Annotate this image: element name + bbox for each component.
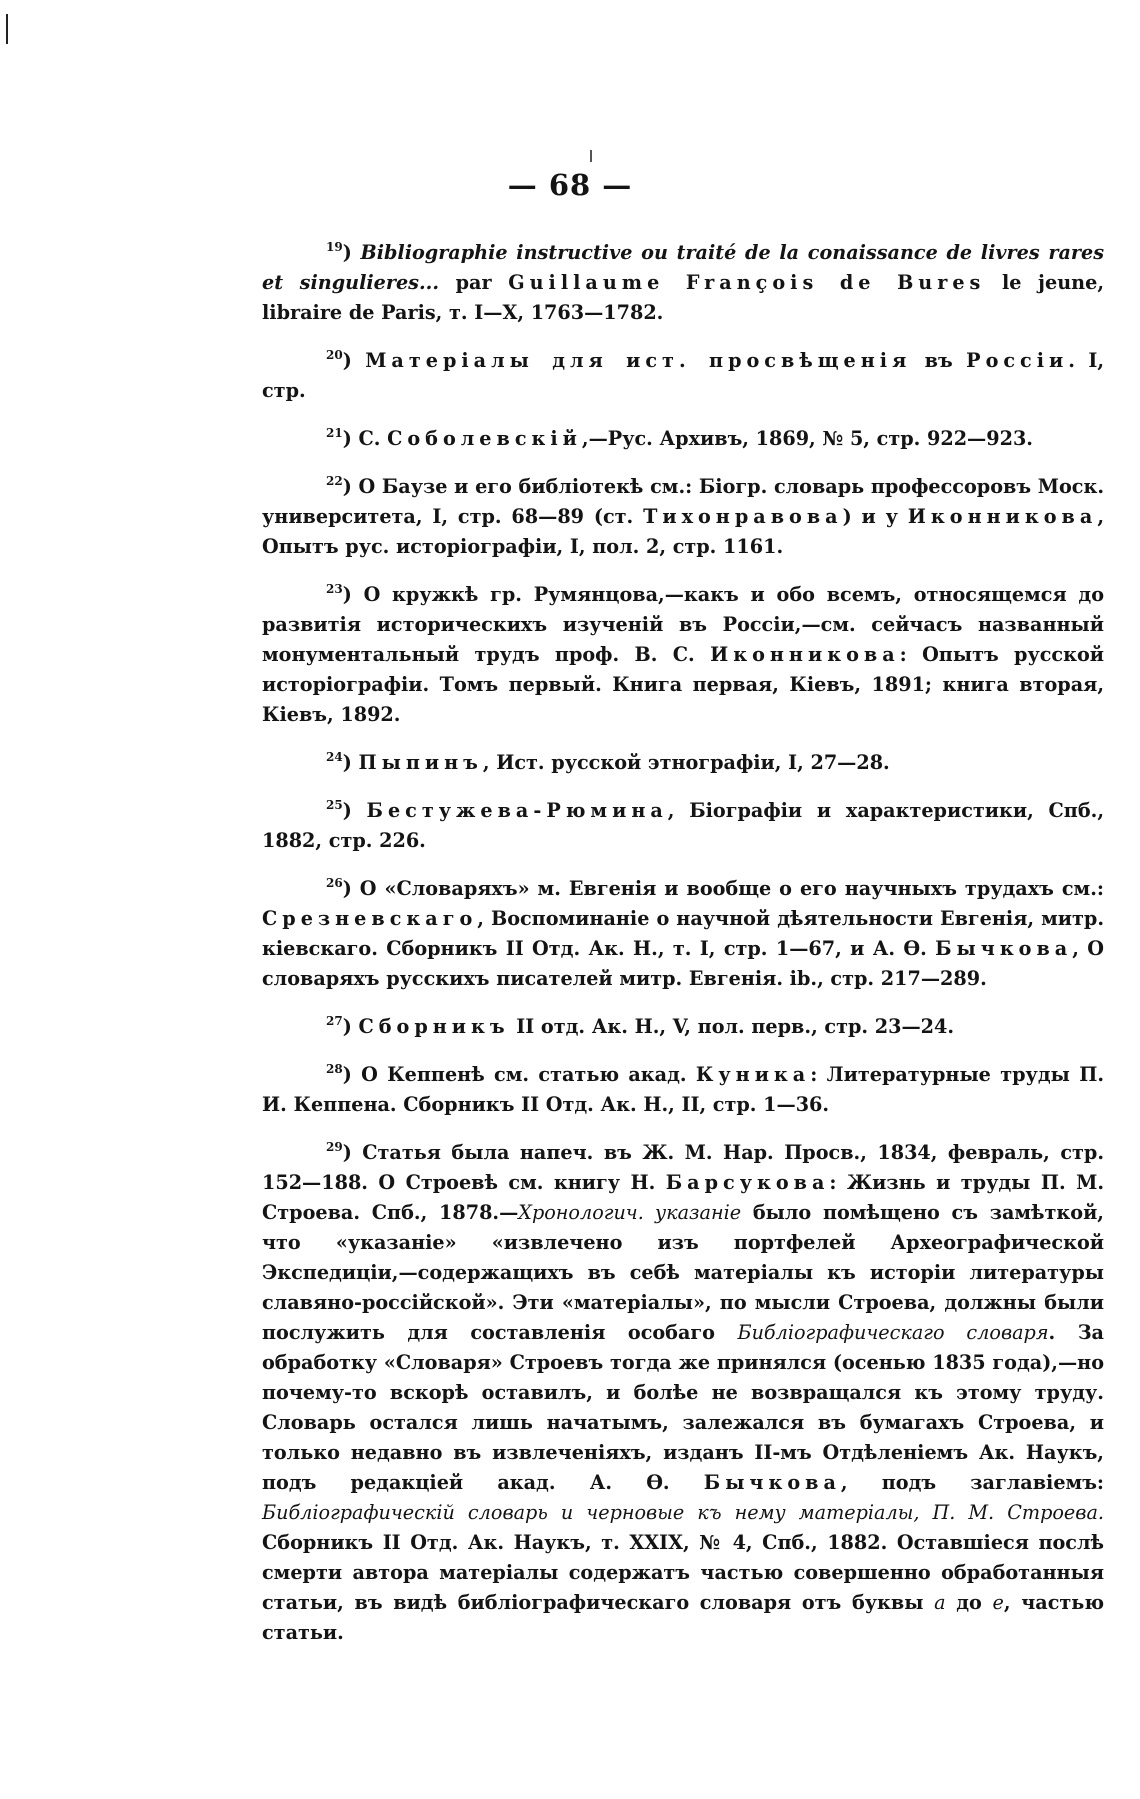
footnote-run: , Воспоминаніе о научной дѣятельности Евгенія, митр. кіевскаго. Сборникъ II Отд. Ак. Н., т. I, стр. 1—67, и А. Ѳ. xyxy=(262,907,1104,960)
footnote-run: , Ист. русской этнографіи, I, 27—28. xyxy=(482,751,890,774)
footnote-text xyxy=(262,475,1104,558)
footnote-run: . I, стр. xyxy=(262,349,1104,402)
footnote-run: : Жизнь и труды П. М. Строева. Спб., 1878.— xyxy=(262,1171,1105,1224)
footnote-run: Bibliographie instructive ou traité de la conaissance de livres rares et singulieres... xyxy=(262,241,1104,294)
footnote-run: Библіографическаго словаря xyxy=(737,1321,1049,1344)
footnote-run: : Литературные труды П. И. Кеппена. Сборникъ II Отд. Ак. Н., II, стр. 1—36. xyxy=(262,1063,1104,1116)
footnote-run: О Кеппенѣ см. статью акад. xyxy=(361,1063,696,1086)
footnote-run: было помѣщено съ замѣткой, что «указаніе» «извлечено изъ портфелей Археографической Экспедиціи,—содержащихъ въ себѣ матеріалы къ исторіи литературы славяно-россійской». Эти «матеріалы», по мысли Строева, должны были послужить для составленія особаго xyxy=(262,1201,1104,1344)
footnote-text xyxy=(262,583,1104,726)
footnote-run: Иконникова xyxy=(710,643,900,666)
footnote-run: , Біографіи и характеристики, Спб., 1882, стр. 226. xyxy=(262,799,1104,852)
footnote-run: въ xyxy=(911,349,967,372)
footnote: $^{29}$) Статья была напеч. въ Ж. М. Нар. Просв., 1834, февраль, стр. 152—188. О Строевѣ см. книгу Н. Барсукова: Жизнь и труды П. М. Строева. Спб., 1878.—Хронологич. указаніе было помѣщено съ замѣткой, что «указаніе» «извлечено изъ портфелей Археографической Экспедиціи,—содержащихъ въ себѣ матеріалы къ исторіи литературы славяно-россійской». Эти «матеріалы», по мысли Строева, должны были послужить для составленія особаго Библіографическаго словаря. За обработку «Словаря» Строевъ тогда же принялся (осенью 1835 года),—но почему-то вскорѣ оставилъ, и болѣе не возвращался къ этому труду. Словарь остался лишь начатымъ, залежался въ бумагахъ Строева, и только недавно въ извлеченіяхъ, изданъ II-мъ Отдѣленіемъ Ак. Наукъ, подъ редакціей акад. А. Ѳ. Бычкова, подъ заглавіемъ: Библіографическій словарь и черновые къ нему матеріалы, П. М. Строева. Сборникъ II Отд. Ак. Наукъ, т. XXIX, № 4, Спб., 1882. Оставшіеся послѣ смерти автора матеріалы содержатъ частью совершенно обработанныя статьи, въ видѣ библіографическаго словаря отъ буквы а до е, частью статьи. xyxy=(262,1140,1105,1644)
footnote-run: , Опытъ рус. исторіографіи, I, пол. 2, стр. 1161. xyxy=(262,505,1104,558)
footnote-run: : Опытъ русской исторіографіи. Томъ первый. Книга первая, Кіевъ, 1891; книга вторая, Кіевъ, 1892. xyxy=(262,643,1105,726)
footnote-run: до xyxy=(945,1591,993,1614)
footnote-run: О Баузе и его библіотекѣ см.: Біогр. словарь профессоровъ Моск. университета, I, стр. 68—89 (ст. xyxy=(262,475,1104,528)
footnote-text xyxy=(262,349,1104,402)
footnote-run: , О словаряхъ русскихъ писателей митр. Евгенія. ib., стр. 217—289. xyxy=(262,937,1104,990)
footnote-mark: 23 xyxy=(326,582,343,596)
footnote-text xyxy=(358,427,1033,450)
footnote-run: е xyxy=(992,1591,1004,1614)
footnote-run: Иконникова xyxy=(907,505,1098,528)
footnote-run: Статья была напеч. въ Ж. М. Нар. Просв., 1834, февраль, стр. 152—188. О Строевѣ см. книгу Н. xyxy=(262,1141,1104,1194)
footnote-run: Сборникъ xyxy=(358,1015,510,1038)
footnote-text xyxy=(262,1141,1104,1644)
footnote-text xyxy=(262,241,1104,324)
footnote: $^{22}$) О Баузе и его библіотекѣ см.: Біогр. словарь профессоровъ Моск. университета, I, стр. 68—89 (ст. Тихонравова) и у Иконникова, Опытъ рус. исторіографіи, I, пол. 2, стр. 1161. xyxy=(262,474,1104,558)
footnote-run: , частью статьи. xyxy=(262,1591,1104,1644)
print-mark xyxy=(590,150,592,162)
footnote-mark: 28 xyxy=(326,1062,343,1076)
footnote-run: С. xyxy=(358,427,388,450)
footnote-mark: 19 xyxy=(326,240,343,254)
footnote-run: ) и у xyxy=(842,505,908,528)
footnotes-block xyxy=(262,238,1104,1666)
footnote-run: Бестужева-Рюмина xyxy=(366,799,668,822)
footnote-run: Бычкова xyxy=(703,1471,841,1494)
footnote-mark: 29 xyxy=(326,1140,343,1154)
footnote-mark: 22 xyxy=(326,474,343,488)
footnote-mark: 20 xyxy=(326,348,343,362)
footnote-mark: 24 xyxy=(326,750,343,764)
footnote-run: Хронологич. указаніе xyxy=(518,1201,742,1224)
footnote-run: Библіографическій словарь и черновые къ нему матеріалы, П. М. Строева. xyxy=(262,1501,1104,1524)
footnote-run: Пыпинъ xyxy=(358,751,483,774)
footnote-run: Куника xyxy=(695,1063,811,1086)
footnote-run: Срезневскаго xyxy=(262,907,478,930)
footnote: $^{26}$) О «Словаряхъ» м. Евгенія и вообще о его научныхъ трудахъ см.: Срезневскаго, Воспоминаніе о научной дѣятельности Евгенія, митр. кіевскаго. Сборникъ II Отд. Ак. Н., т. I, стр. 1—67, и А. Ѳ. Бычкова, О словаряхъ русскихъ писателей митр. Евгенія. ib., стр. 217—289. xyxy=(262,876,1104,990)
footnote-run: Тихонравова xyxy=(643,505,843,528)
footnote: $^{27}$) Сборникъ II отд. Ак. Н., V, пол. перв., стр. 23—24. xyxy=(326,1014,955,1038)
footnote-run: , подъ заглавіемъ: xyxy=(840,1471,1104,1494)
footnote: $^{28}$) О Кеппенѣ см. статью акад. Куника: Литературные труды П. И. Кеппена. Сборникъ II Отд. Ак. Н., II, стр. 1—36. xyxy=(262,1062,1104,1116)
footnote-run: а xyxy=(934,1591,946,1614)
footnote: $^{20}$) Матеріалы для ист. просвѣщенія въ Россіи. I, стр. xyxy=(262,348,1104,402)
footnote-mark: 21 xyxy=(326,426,343,440)
footnote: $^{19}$) Bibliographie instructive ou traité de la conaissance de livres rares et singulieres... par Guillaume François de Bures le jeune, libraire de Paris, т. I—X, 1763—1782. xyxy=(262,240,1104,324)
footnote: $^{24}$) Пыпинъ, Ист. русской этнографіи, I, 27—28. xyxy=(326,750,890,774)
page-number: — 68 — xyxy=(507,168,633,202)
footnote-text xyxy=(358,1015,954,1038)
footnote-text xyxy=(358,751,889,774)
footnote-run: Бычкова xyxy=(935,937,1073,960)
footnote-run: Guillaume François de Bures xyxy=(508,271,986,294)
footnote: $^{23}$) О кружкѣ гр. Румянцова,—какъ и обо всемъ, относящемся до развитія историческихъ изученій въ Россіи,—см. сейчасъ названный монументальный трудъ проф. В. С. Иконникова: Опытъ русской исторіографіи. Томъ первый. Книга первая, Кіевъ, 1891; книга вторая, Кіевъ, 1892. xyxy=(262,582,1105,726)
footnote-run: . За обработку «Словаря» Строевъ тогда же принялся (осенью 1835 года),—но почему-то вскорѣ оставилъ, и болѣе не возвращался къ этому труду. Словарь остался лишь начатымъ, залежался въ бумагахъ Строева, и только недавно въ извлеченіяхъ, изданъ II-мъ Отдѣленіемъ Ак. Наукъ, подъ редакціей акад. А. Ѳ. xyxy=(262,1321,1104,1494)
footnote-mark: 27 xyxy=(326,1014,343,1028)
footnote-run: Россіи xyxy=(966,349,1069,372)
footnote-text xyxy=(262,799,1104,852)
footnote-run: Матеріалы для ист. просвѣщенія xyxy=(365,349,912,372)
footnote-run: О кружкѣ гр. Румянцова,—какъ и обо всемъ, относящемся до развитія историческихъ изученій въ Россіи,—см. сейчасъ названный монументальный трудъ проф. В. С. xyxy=(262,583,1104,666)
footnote-run: Сборникъ II Отд. Ак. Наукъ, т. XXIX, № 4, Спб., 1882. Оставшіеся послѣ смерти автора матеріалы содержатъ частью совершенно обработанныя статьи, въ видѣ библіографическаго словаря отъ буквы xyxy=(262,1531,1104,1614)
footnote: $^{21}$) С. Соболевскій,—Рус. Архивъ, 1869, № 5, стр. 922—923. xyxy=(326,426,1033,450)
scan-edge-mark xyxy=(6,14,8,44)
footnote-run: II отд. Ак. Н., V, пол. перв., стр. 23—24. xyxy=(509,1015,955,1038)
footnote-text xyxy=(262,1063,1104,1116)
footnote-run: Барсукова xyxy=(665,1171,830,1194)
footnote-run: Соболевскій xyxy=(387,427,582,450)
footnote-mark: 25 xyxy=(326,798,343,812)
footnote-run: par xyxy=(439,271,509,294)
footnote: $^{25}$) Бестужева-Рюмина, Біографіи и характеристики, Спб., 1882, стр. 226. xyxy=(262,798,1104,852)
footnote-run: ,—Рус. Архивъ, 1869, № 5, стр. 922—923. xyxy=(581,427,1033,450)
footnote-run: le jeune, libraire de Paris, т. I—X, 1763—1782. xyxy=(262,271,1104,324)
footnote-run: О «Словаряхъ» м. Евгенія и вообще о его научныхъ трудахъ см.: xyxy=(359,877,1104,900)
footnote-mark: 26 xyxy=(326,876,343,890)
footnote-text xyxy=(262,877,1104,990)
